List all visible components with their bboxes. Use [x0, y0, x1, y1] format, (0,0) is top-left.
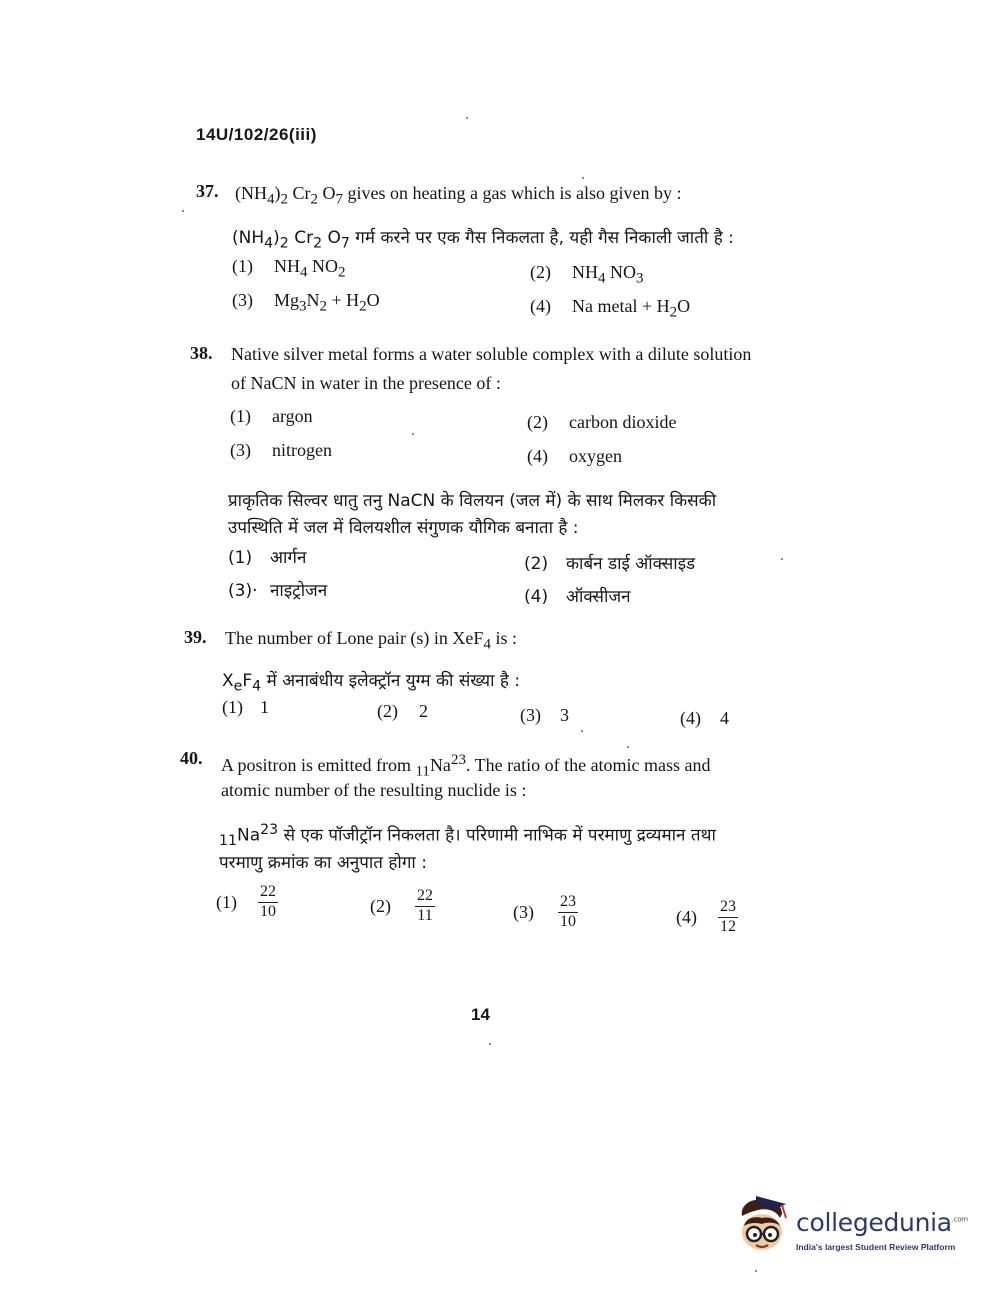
brand-name [796, 1208, 968, 1237]
brand-text: collegedunia [796, 1208, 952, 1237]
scan-speck [466, 117, 468, 119]
question-text-english-line1: Native silver metal forms a water soluble complex with a dilute solution [231, 344, 752, 364]
option-text: 2 [419, 701, 428, 721]
option-4 [676, 899, 738, 936]
question-text-english-line1: A positron is emitted from $_{11}Na^{23}$. The ratio of the atomic mass and [221, 752, 711, 780]
option-4 [530, 296, 690, 322]
question-text-english-line2: of NaCN in water in the presence of : [231, 373, 501, 393]
question-number: 38. [190, 343, 213, 363]
fraction-numerator: 23 [558, 894, 578, 913]
option-label: (4) [530, 296, 551, 316]
fraction-numerator: 22 [258, 884, 278, 903]
option-text: nitrogen [272, 440, 332, 460]
option-3 [520, 705, 569, 726]
fraction-numerator: 23 [718, 899, 738, 918]
option-label: (1) [222, 697, 243, 717]
option-text: आर्गन [270, 548, 307, 568]
fraction-denominator: 11 [417, 906, 433, 924]
option-label: (1) [216, 891, 237, 912]
option-text: कार्बन डाई ऑक्साइड [566, 554, 696, 574]
option-label: (1) [230, 406, 251, 426]
question-number: 37. [196, 181, 219, 201]
option-text: नाइट्रोजन [270, 581, 328, 601]
option-fraction [258, 884, 278, 921]
option-label: (4) [527, 446, 548, 466]
option-text: Na metal + $H_2O$ [572, 296, 691, 321]
scan-speck [581, 730, 583, 732]
option-3 [513, 894, 578, 931]
collegedunia-logo [736, 1196, 966, 1266]
option-text: $Mg_3N_2 + H_2O$ [274, 290, 380, 315]
option-2 [377, 701, 428, 722]
option-label: (4) [680, 708, 701, 728]
scan-speck [755, 1270, 757, 1272]
option-4 [680, 708, 729, 729]
fraction-denominator: 10 [560, 912, 576, 930]
option-label: (4) [676, 906, 697, 927]
option-fraction [415, 888, 435, 925]
option-label: (2) [524, 554, 549, 574]
question-text-hindi-line2: परमाणु क्रमांक का अनुपात होगा : [219, 853, 427, 873]
option-label: (2) [530, 262, 551, 282]
option-label: (1) [232, 256, 253, 276]
option-text: carbon dioxide [569, 412, 677, 432]
option-label: (3) [232, 290, 253, 310]
scan-speck [182, 210, 184, 212]
option-label: (3) [230, 440, 251, 460]
option-label: (3) [520, 705, 541, 725]
option-text: oxygen [569, 446, 622, 466]
option-label: (4) [524, 587, 549, 607]
hindi-option-4 [524, 584, 631, 607]
question-text-hindi: $X_eF_4$ में अनाबंधीय इलेक्ट्रॉन युग्म की संख्या है : [222, 671, 521, 695]
option-2 [527, 412, 676, 433]
hindi-option-3 [228, 578, 327, 601]
option-text: ऑक्सीजन [566, 587, 631, 607]
fraction-denominator: 10 [260, 902, 276, 920]
question-number: 39. [184, 627, 207, 647]
option-3 [230, 440, 332, 461]
scan-speck [781, 558, 783, 560]
option-text: $NH_4$ $NO_2$ [274, 256, 346, 281]
option-text: 4 [720, 708, 729, 728]
paper-code: 14U/102/26(iii) [196, 125, 317, 144]
question-number: 40. [180, 748, 203, 768]
hindi-option-1 [228, 545, 306, 568]
question-text-english: $(NH_4)_2$ $Cr_2$ $O_7$ gives on heating a gas which is also given by : [235, 183, 682, 208]
fraction-numerator: 22 [415, 888, 435, 907]
question-text-english: The number of Lone pair (s) in XeF$_4$ is : [225, 628, 517, 653]
fraction-denominator: 12 [720, 917, 736, 935]
option-3 [232, 290, 380, 316]
option-1 [216, 884, 278, 921]
option-fraction [558, 894, 578, 931]
option-label: (3)· [228, 581, 258, 601]
scan-speck [582, 177, 584, 179]
option-label: (2) [527, 412, 548, 432]
option-label: (3) [513, 901, 534, 922]
option-text: 3 [560, 705, 569, 725]
option-1 [232, 256, 346, 282]
page-number: 14 [471, 1005, 490, 1024]
mascot-icon [736, 1196, 794, 1258]
option-text: argon [272, 406, 313, 426]
scan-speck [627, 746, 629, 748]
scan-speck [412, 433, 414, 435]
option-4 [527, 446, 622, 467]
hindi-option-2 [524, 551, 695, 574]
brand-suffix: .com [951, 1215, 968, 1224]
option-1 [230, 406, 313, 427]
option-1 [222, 697, 269, 718]
option-text: $NH_4$ $NO_3$ [572, 262, 644, 287]
question-text-hindi-line2: उपस्थिति में जल में विलयशील संगुणक यौगिक बनाता है : [228, 518, 579, 538]
option-label: (1) [228, 548, 253, 568]
option-label: (2) [377, 701, 398, 721]
scan-speck [489, 1043, 491, 1045]
option-2 [370, 888, 435, 925]
brand-tagline: India's largest Student Review Platform [796, 1242, 956, 1252]
question-text-hindi-line1: $_{11}Na^{23}$ से एक पॉजीट्रॉन निकलता है। परिणामी नाभिक में परमाणु द्रव्यमान तथा [219, 822, 716, 850]
option-label: (2) [370, 895, 391, 916]
option-text: 1 [260, 697, 269, 717]
question-text-english-line2: atomic number of the resulting nuclide is : [221, 780, 527, 800]
question-text-hindi: $(NH_4)_2$ $Cr_2$ $O_7$ गर्म करने पर एक गैस निकलता है, यही गैस निकाली जाती है : [232, 228, 734, 252]
question-text-hindi-line1: प्राकृतिक सिल्वर धातु तनु NaCN के विलयन (जल में) के साथ मिलकर किसकी [228, 491, 717, 511]
option-fraction [718, 899, 738, 936]
option-2 [530, 262, 644, 288]
